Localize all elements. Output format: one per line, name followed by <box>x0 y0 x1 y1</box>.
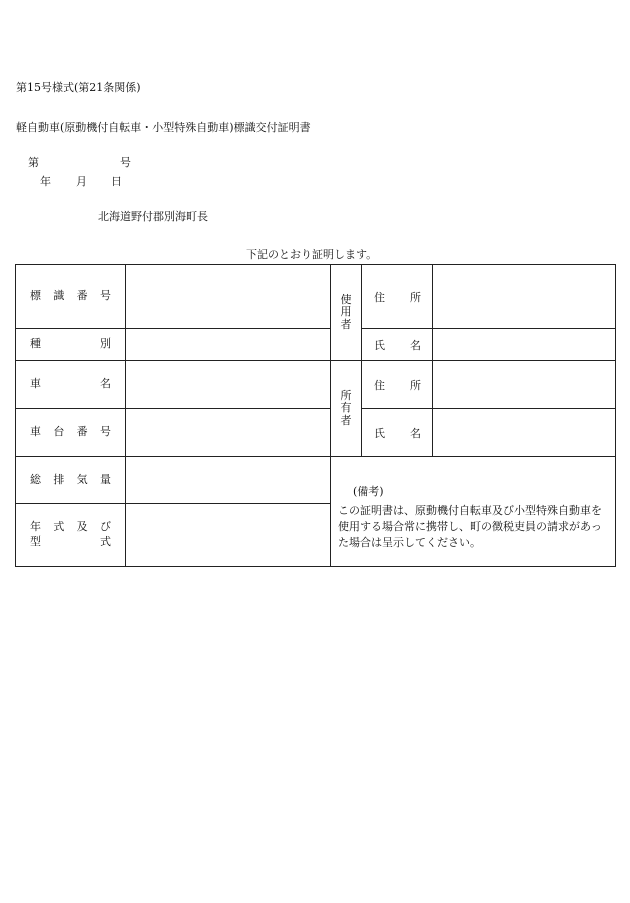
displacement-label: 総排気量 <box>16 457 126 504</box>
remarks-text: この証明書は、原動機付自転車及び小型特殊自動車を使用する場合常に携帯し、町の徴税吏員の請求があった場合は呈示してください。 <box>338 504 602 549</box>
model-year-label: 年式及び 型式 <box>16 504 126 567</box>
certificate-table <box>15 264 616 567</box>
issuer-name: 北海道野付郡別海町長 <box>98 210 208 223</box>
remarks-cell <box>331 457 616 567</box>
vehicle-name-label: 車名 <box>16 361 126 409</box>
displacement-value[interactable] <box>126 457 331 504</box>
model-year-value[interactable] <box>126 504 331 567</box>
form-number: 第15号様式(第21条関係) <box>16 81 141 94</box>
category-value[interactable] <box>126 329 331 361</box>
document-title: 軽自動車(原動機付自転車・小型特殊自動車)標識交付証明書 <box>16 121 311 134</box>
category-label: 種別 <box>16 329 126 361</box>
plate-number-value[interactable] <box>126 265 331 329</box>
owner-address-label: 住所 <box>362 361 433 409</box>
user-name-value[interactable] <box>433 329 616 361</box>
intro-text: 下記のとおり証明します。 <box>246 248 378 261</box>
user-address-label: 住所 <box>362 265 433 329</box>
chassis-number-label: 車台番号 <box>16 409 126 457</box>
remarks-title: (備考) <box>353 485 384 498</box>
date-day-label: 日 <box>111 175 122 188</box>
owner-name-value[interactable] <box>433 409 616 457</box>
number-suffix: 号 <box>120 156 131 169</box>
number-prefix: 第 <box>28 156 39 169</box>
user-name-label: 氏名 <box>362 329 433 361</box>
user-group-label: 使 用 者 <box>331 265 362 361</box>
owner-address-value[interactable] <box>433 361 616 409</box>
plate-number-label: 標識番号 <box>16 265 126 329</box>
date-month-label: 月 <box>76 175 87 188</box>
chassis-number-value[interactable] <box>126 409 331 457</box>
vehicle-name-value[interactable] <box>126 361 331 409</box>
date-year-label: 年 <box>40 175 51 188</box>
owner-name-label: 氏名 <box>362 409 433 457</box>
user-address-value[interactable] <box>433 265 616 329</box>
owner-group-label: 所 有 者 <box>331 361 362 457</box>
